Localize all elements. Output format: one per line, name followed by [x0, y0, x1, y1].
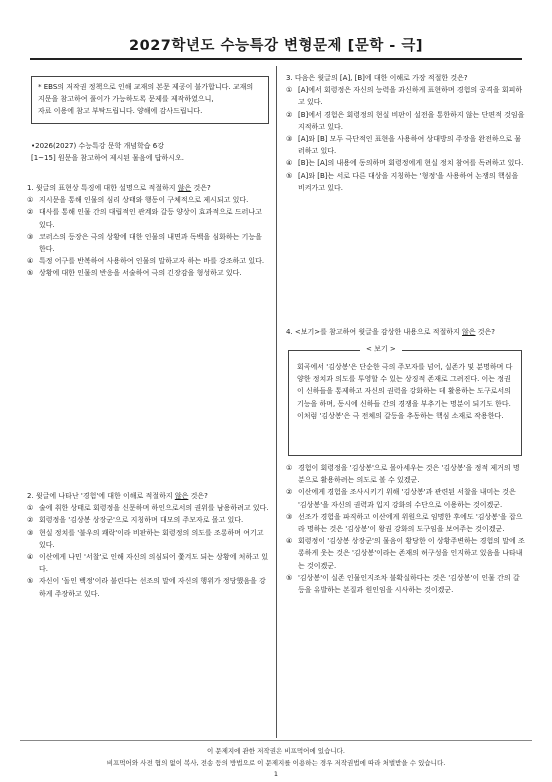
page-number: 1	[273, 770, 279, 778]
notice-line: 자료 이용에 참고 부탁드립니다. 양해에 감사드립니다.	[38, 107, 203, 115]
question-2	[27, 490, 270, 600]
notice-line: * EBS의 저작권 정책으로 인해 교재의 본문 제공이 불가합니다. 교재의	[38, 83, 254, 91]
option-1[interactable]: ① [A]에서 회령정은 자신의 능력을 과신하게 표현하며 경험의 공격을 회피하고 있다.	[286, 86, 523, 107]
question-4-options	[286, 462, 526, 596]
bogi-text: 회곡에서 '김상봉'은 단순한 극의 주모자를 넘어, 실존가 및 분명하며 다양한 정치과 의도를 투영할 수 있는 상징적 존재로 그려진다. 이는 정권이 신하들을 통제하고 자신의 권력을 강화하는 데 활용하는 도구로서의 기능을 하며, 동시에 신하들 간의 경쟁을 부추기는 명분이 되기도 한다. 이처럼 '김상봉'은 극 전체의 갈등을 추동하는 핵심 소재로 작용한다.	[297, 363, 513, 420]
option-5[interactable]: ⑤ 상황에 대한 인물의 반응을 서술하여 극의 긴장감을 형성하고 있다.	[27, 269, 242, 278]
question-4-stem	[286, 326, 526, 338]
option-3[interactable]: ③ 선조가 경험을 파직하고 이산에게 위원으로 임명한 후에도 '김상봉'을 잡으라 명하는 것은 '김상봉'이 왕권 강화의 도구임을 보여주는 것이겠군.	[286, 512, 523, 534]
option-2[interactable]: ② 이산에게 경험을 조사시키기 위해 '김상봉'과 관련된 서찰을 내미는 것은 '김상봉'을 자신의 권력과 입지 강화의 수단으로 이용하는 것이겠군.	[286, 488, 516, 509]
option-4[interactable]: ④ 특정 어구를 반복하여 사용하여 인물의 말하고자 하는 바를 강조하고 있다.	[27, 257, 265, 266]
option-4[interactable]: ④ [B]는 [A]의 내용에 동의하며 회령정에게 현실 정치 참여를 독려하고 있다.	[286, 159, 524, 168]
footer-copyright: 이 문제지에 관한 저작권은 비프먹어에 있습니다.	[207, 747, 345, 755]
footer-rule	[20, 740, 532, 741]
option-4[interactable]: ④ 이산에게 나민 '서찰'로 인해 자신의 의심되어 쫓겨도 되는 상황에 처하고 있다.	[27, 553, 268, 574]
option-5[interactable]: ⑤ '김상봉'이 실존 인물인지조차 불확실하다는 것은 '김상봉'이 인물 간의 갈등을 유발하는 본질과 원인임을 시사하는 것이겠군.	[286, 573, 520, 595]
question-stem: 2. 윗글에 나타난 '경험'에 대한 이해로 적절하지 않은 것은?	[27, 492, 208, 500]
option-4[interactable]: ④ 회령정이 '김상봉 상장군'의 물음이 황당한 이 상황주변하는 경험의 말에 조롱하게 웃는 것은 '김상봉'이라는 존재의 허구성을 인지하고 있음을 나타내는 것이겠군.	[286, 537, 525, 570]
option-2[interactable]: ② [B]에서 경험은 회령정의 현실 비판이 설전을 통한하지 않는 단편적 것임을 지적하고 있다.	[286, 110, 525, 131]
page-title: 2027학년도 수능특강 변형문제 [문학 - 극]	[129, 38, 423, 54]
option-2[interactable]: ② 대사를 통해 인물 간의 대립적인 관계와 갈등 양상이 효과적으로 드러나고 있다.	[27, 208, 262, 229]
question-stem: 1. 윗글의 표현상 특징에 대한 설명으로 적절하지 않은 것은?	[27, 184, 211, 192]
source-info	[31, 140, 271, 164]
option-3[interactable]: ③ [A]와 [B] 모두 극단적인 표현을 사용하여 상대방의 주장을 완전하으로 물러하고 있다.	[286, 135, 522, 156]
title-rule	[30, 58, 522, 60]
source-line: •2026(2027) 수능특강 문학 개념학습 6강	[31, 142, 164, 150]
option-2[interactable]: ② 회령정을 '김상봉 상장군'으로 지칭하며 대모의 주모자로 몰고 있다.	[27, 516, 244, 525]
instruction-line: [1~15] 원문을 참고하여 제시된 물음에 답하시오.	[31, 154, 184, 162]
option-3[interactable]: ③ 코러스의 등장은 극의 상황에 대한 인물의 내면과 독백을 심화하는 기능을 한다.	[27, 232, 262, 254]
option-1[interactable]: ① 술에 취한 상태로 회령정을 신문하며 하인으로서의 권위를 남용하려고 있다.	[27, 504, 269, 513]
question-3	[286, 72, 526, 194]
column-divider	[276, 66, 277, 738]
question-stem: 4. <보기>를 참고하여 윗글을 감상한 내용으로 적절하지 않은 것은?	[286, 328, 495, 336]
question-stem: 3. 다음은 윗글의 [A], [B]에 대한 이해로 가장 적절한 것은?	[286, 74, 468, 82]
option-1[interactable]: ① 경험이 회령정을 '김상봉'으로 몰아세우는 것은 '김상봉'을 정적 제거의 명분으로 활용하려는 의도로 볼 수 있겠군.	[286, 464, 520, 485]
copyright-notice-box	[31, 76, 269, 124]
bogi-label: < 보기 >	[360, 344, 402, 354]
question-1	[27, 182, 270, 280]
bogi-box	[288, 350, 522, 456]
option-1[interactable]: ① 지시문을 통해 인물의 심리 상태와 행동이 구체적으로 제시되고 있다.	[27, 196, 249, 205]
notice-line: 지문을 참고하여 풀이가 가능하도록 문제를 제작하였으니,	[38, 95, 214, 103]
option-5[interactable]: ⑤ [A]와 [B]는 서로 다른 대상을 지칭하는 '형정'을 사용하여 논쟁의 핵심을 비켜가고 있다.	[286, 171, 519, 192]
option-3[interactable]: ③ 현실 정치를 '불우의 쾌락'이라 비판하는 회령정의 의도를 조롱하며 여기고 있다.	[27, 528, 264, 549]
option-5[interactable]: ⑤ 자신이 '돌인 백정'이라 불린다는 선조의 말에 자신의 행위가 정당했음을 강하게 주장하고 있다.	[27, 577, 266, 598]
footer-warning: 비프먹어와 사전 협의 없이 복사, 전송 등의 방법으로 이 문제지를 이용하는 경우 저작권법에 따라 처벌받을 수 있습니다.	[106, 759, 446, 767]
